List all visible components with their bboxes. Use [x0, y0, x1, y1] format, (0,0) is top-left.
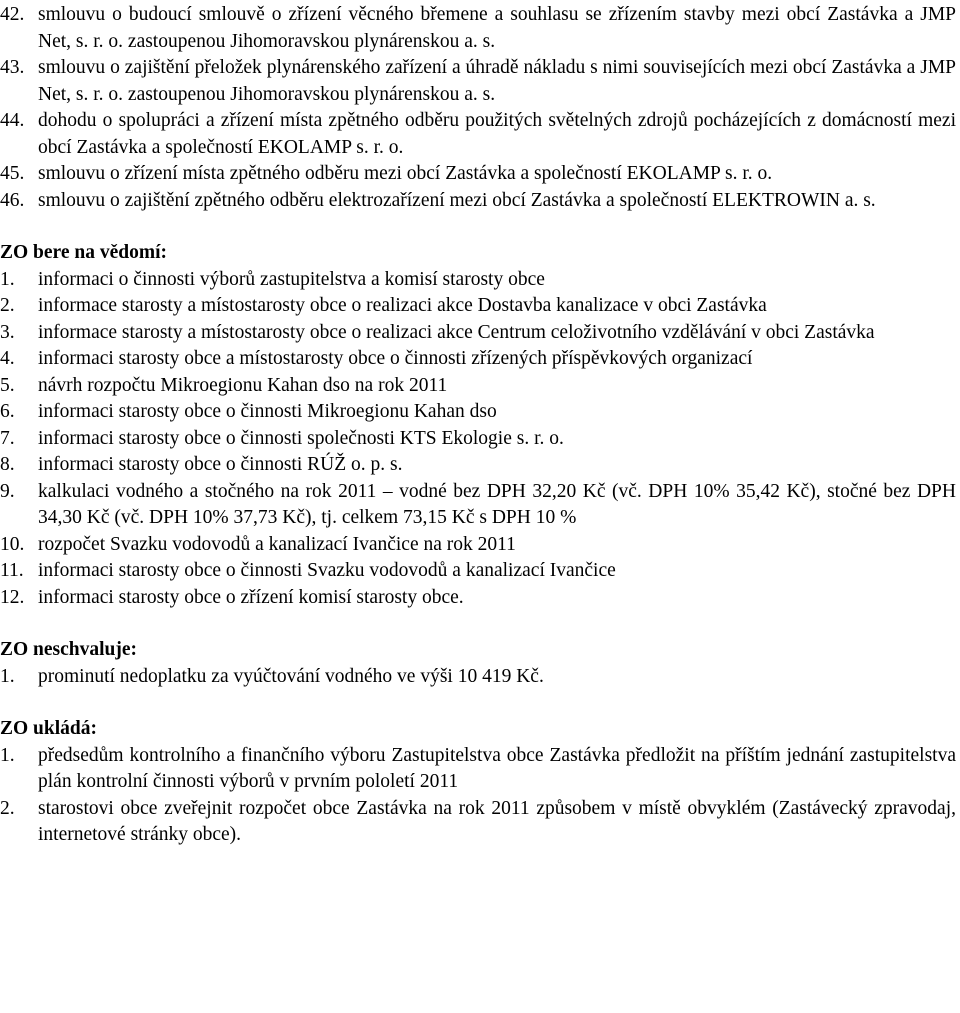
item-number: 7.	[0, 427, 15, 449]
item-number: 1.	[0, 665, 15, 687]
item-number: 5.	[0, 374, 15, 396]
item-number: 46.	[0, 189, 25, 211]
list-item	[0, 346, 960, 373]
list-item	[0, 293, 960, 320]
list-item	[0, 320, 960, 347]
list-item	[0, 479, 960, 532]
list-item	[0, 108, 960, 161]
list-item	[0, 743, 960, 796]
section-heading-neschvaluje: ZO neschvaluje:	[0, 639, 138, 660]
item-number: 10.	[0, 533, 25, 555]
section-heading-uklada: ZO ukládá:	[0, 718, 97, 739]
item-number: 45.	[0, 163, 25, 184]
item-text: kalkulaci vodného a stočného na rok 2011 – vodné bez DPH 32,20 Kč (vč. DPH 10% 35,42 Kč), stočné bez DPH 34,30 Kč (vč. DPH 10% 37,73 Kč), tj. celkem 73,15 Kč s DPH 10 %	[38, 480, 956, 528]
item-text: informace starosty a místostarosty obce o realizaci akce Dostavba kanalizace v obci Zastávka	[38, 295, 767, 316]
item-text: předsedům kontrolního a finančního výboru Zastupitelstva obce Zastávka předložit na příštím jednání zastupitelstva plán kontrolní činnosti výborů v prvním pololetí 2011	[38, 744, 956, 792]
item-number: 1.	[0, 268, 15, 290]
item-number: 4.	[0, 348, 15, 369]
list-item	[0, 558, 960, 585]
item-text: informaci starosty obce o činnosti Mikroegionu Kahan dso	[38, 401, 497, 422]
uklada-list	[0, 743, 960, 849]
item-text: informaci starosty obce o činnosti Svazku vodovodů a kanalizací Ivančice	[38, 560, 616, 581]
item-number: 8.	[0, 454, 15, 475]
item-text: informaci o činnosti výborů zastupitelstva a komisí starosty obce	[38, 268, 545, 290]
item-text: návrh rozpočtu Mikroegionu Kahan dso na rok 2011	[38, 374, 448, 396]
item-number: 1.	[0, 744, 15, 766]
list-item	[0, 664, 960, 691]
item-text: dohodu o spolupráci a zřízení místa zpětného odběru použitých světelných zdrojů pocházejících z domácností mezi obcí Zastávka a společností EKOLAMP s. r. o.	[38, 110, 956, 158]
list-item	[0, 373, 960, 400]
list-item	[0, 2, 960, 55]
item-number: 2.	[0, 797, 15, 819]
list-item	[0, 161, 960, 188]
item-text: smlouvu o zajištění zpětného odběru elektrozařízení mezi obcí Zastávka a společností ELEKTROWIN a. s.	[38, 189, 876, 211]
item-number: 9.	[0, 480, 15, 502]
item-number: 43.	[0, 57, 25, 78]
list-item	[0, 399, 960, 426]
item-number: 2.	[0, 295, 15, 316]
list-item	[0, 452, 960, 479]
list-item	[0, 426, 960, 453]
item-text: smlouvu o zřízení místa zpětného odběru mezi obcí Zastávka a společností EKOLAMP s. r. o.	[38, 163, 773, 184]
item-number: 6.	[0, 401, 15, 422]
item-text: smlouvu o budoucí smlouvě o zřízení věcného břemene a souhlasu se zřízením stavby mezi obcí Zastávka a JMP Net, s. r. o. zastoupenou Jihomoravskou plynárenskou a. s.	[38, 4, 956, 52]
item-text: informaci starosty obce o činnosti společnosti KTS Ekologie s. r. o.	[38, 427, 564, 449]
bere-list	[0, 267, 960, 612]
list-item	[0, 188, 960, 215]
item-text: informaci starosty obce o zřízení komisí starosty obce.	[38, 586, 464, 608]
neschvaluje-list	[0, 664, 960, 691]
item-text: starostovi obce zveřejnit rozpočet obce Zastávka na rok 2011 způsobem v místě obvyklém (Zastávecký zpravodaj, internetové stránky obce).	[38, 797, 956, 845]
item-text: smlouvu o zajištění přeložek plynárenského zařízení a úhradě nákladu s nimi souvisejících mezi obcí Zastávka a JMP Net, s. r. o. zastoupenou Jihomoravskou plynárenskou a. s.	[38, 57, 956, 105]
item-number: 44.	[0, 110, 25, 131]
item-text: prominutí nedoplatku za vyúčtování vodného ve výši 10 419 Kč.	[38, 665, 544, 687]
item-number: 3.	[0, 321, 15, 343]
list-item	[0, 796, 960, 849]
section-heading-bere: ZO bere na vědomí:	[0, 242, 168, 263]
list-item	[0, 585, 960, 612]
list-item	[0, 55, 960, 108]
item-number: 12.	[0, 586, 25, 608]
list-item	[0, 532, 960, 559]
item-text: informaci starosty obce o činnosti RÚŽ o. p. s.	[38, 454, 403, 475]
item-number: 42.	[0, 4, 25, 25]
list-item	[0, 267, 960, 294]
continued-resolution-list	[0, 2, 960, 214]
item-number: 11.	[0, 560, 24, 581]
item-text: rozpočet Svazku vodovodů a kanalizací Ivančice na rok 2011	[38, 533, 516, 555]
item-text: informaci starosty obce a místostarosty obce o činnosti zřízených příspěvkových organizací	[38, 348, 753, 369]
item-text: informace starosty a místostarosty obce o realizaci akce Centrum celoživotního vzdělávání v obci Zastávka	[38, 321, 875, 343]
